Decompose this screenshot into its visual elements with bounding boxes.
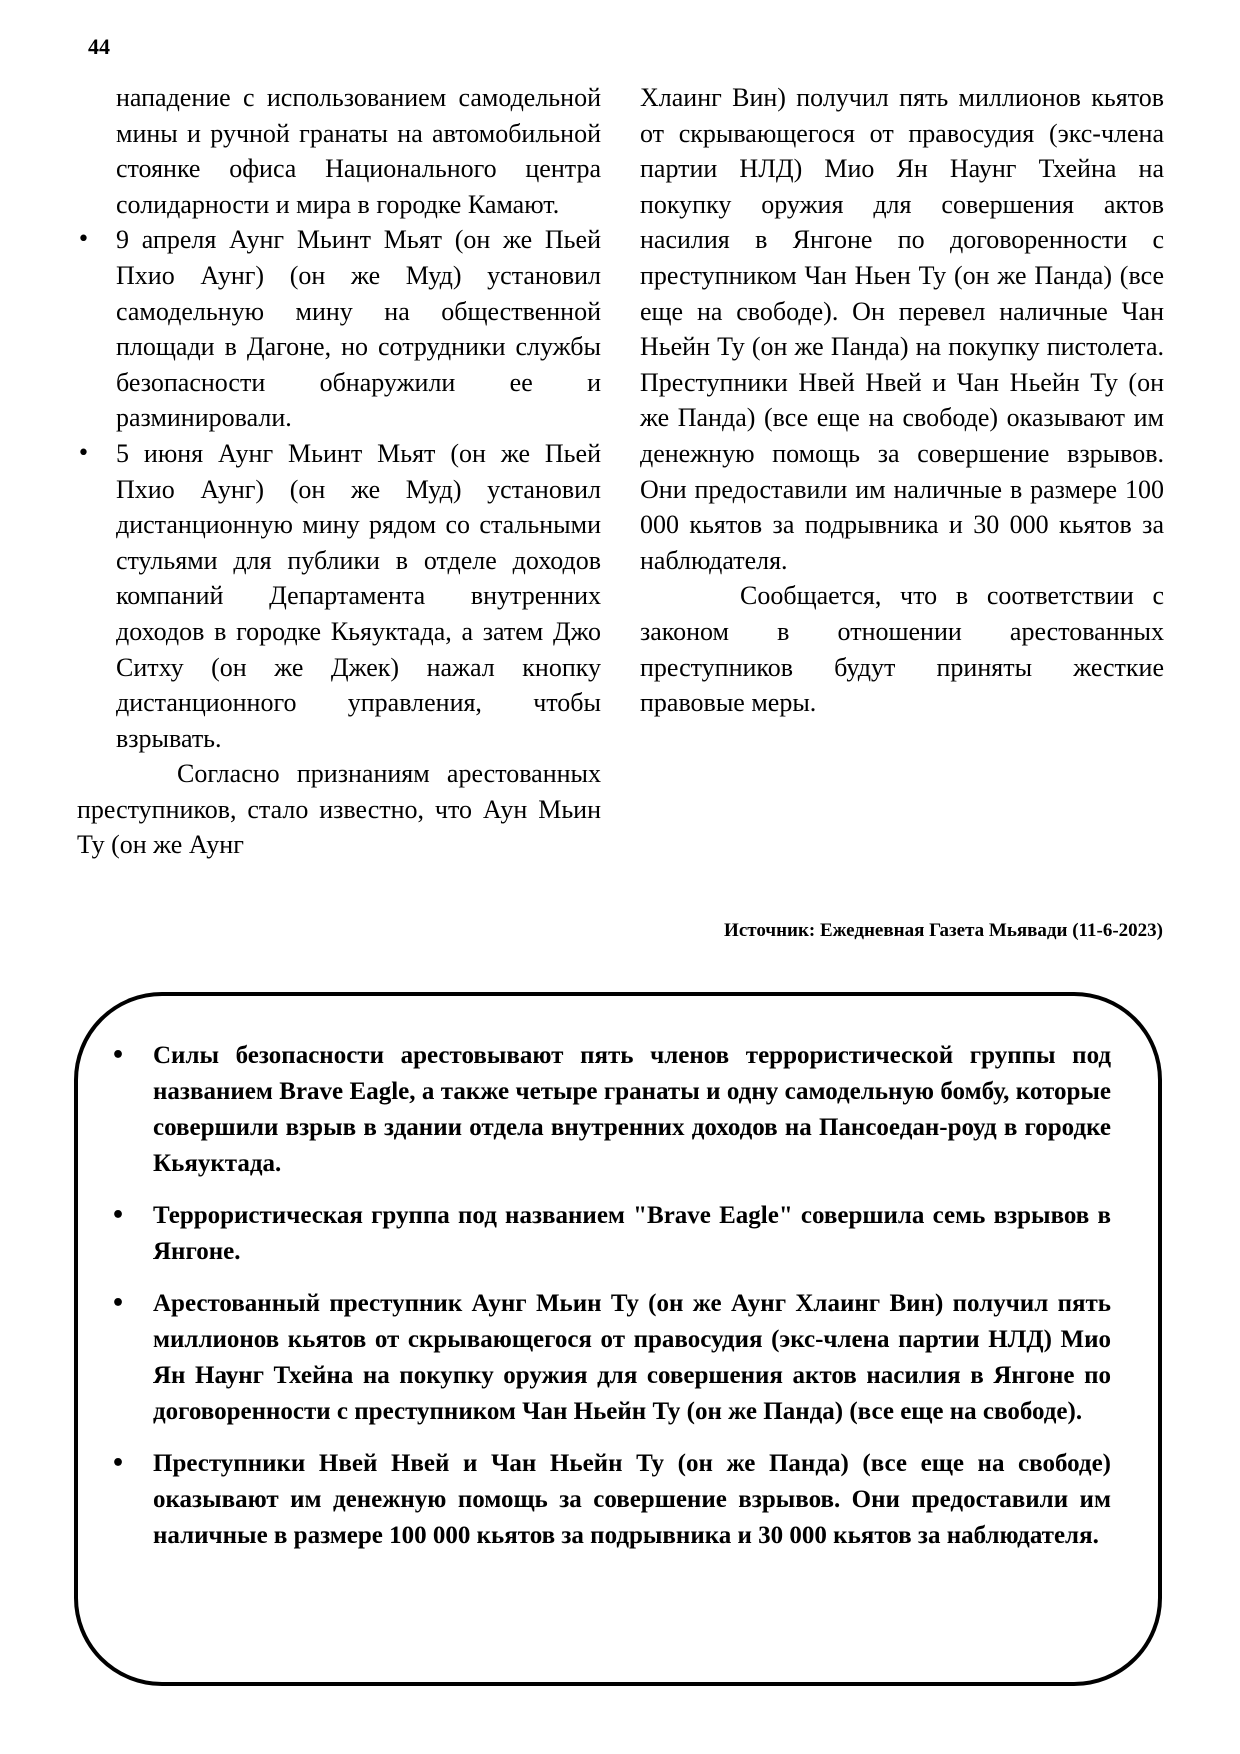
left-bullet-item: • 9 апреля Аунг Мьинт Мьят (он же Пьей Пхио Аунг) (он же Муд) установил самодельную мину на общественной площади в Дагоне, но сотрудники службы безопасности обнаружили ее и разминировали. <box>77 222 601 436</box>
left-paragraph: Согласно признаниям арестованных преступников, стало известно, что Аун Мьин Ту (он же Аунг <box>77 759 601 860</box>
left-bullet-list <box>77 222 601 756</box>
left-bullet-item: • 5 июня Аунг Мьинт Мьят (он же Пьей Пхио Аунг) (он же Муд) установил дистанционную мину рядом со стальными стульями для публики в отделе доходов компаний Департамента внутренних доходов в городке Кьяуктада, а затем Джо Ситху (он же Джек) нажал кнопку дистанционного управления, чтобы взрывать. <box>77 436 601 756</box>
left-column <box>77 80 601 863</box>
summary-item: • Террористическая группа под названием "Brave Eagle" совершила семь взрывов в Янгоне. <box>111 1198 1111 1270</box>
summary-list <box>111 1038 1111 1570</box>
left-continuation-text: нападение с использованием самодельной мины и ручной гранаты на автомобильной стоянке офиса Национального центра солидарности и мира в городке Камают. <box>116 83 601 219</box>
source-credit: Источник: Ежедневная Газета Мьявади (11-6-2023) <box>724 920 1163 941</box>
right-column <box>640 80 1164 721</box>
summary-item: • Преступники Нвей Нвей и Чан Ньейн Ту (он же Панда) (все еще на свободе) оказывают им денежную помощь за совершение взрывов. Они предоставили им наличные в размере 100 000 кьятов за подрывника и 30 000 кьятов за наблюдателя. <box>111 1446 1111 1554</box>
right-paragraph-2: Сообщается, что в соответствии с законом в отношении арестованных преступников будут приняты жесткие правовые меры. <box>640 581 1164 718</box>
right-paragraph-1: Хлаинг Вин) получил пять миллионов кьятов от скрывающегося от правосудия (экс-члена партии НЛД) Мио Ян Наунг Тхейна на покупку оружия для совершения актов насилия в Янгоне по договоренности с преступником Чан Ньен Ту (он же Панда) (все еще на свободе). Он перевел наличные Чан Ньейн Ту (он же Панда) на покупку пистолета. Преступники Нвей Нвей и Чан Ньейн Ту (он же Панда) (все еще на свободе) оказывают им денежную помощь за совершение взрывов. Они предоставили им наличные в размере 100 000 кьятов за подрывника и 30 000 кьятов за наблюдателя. <box>640 83 1164 575</box>
summary-item: • Арестованный преступник Аунг Мьин Ту (он же Аунг Хлаинг Вин) получил пять миллионов кьятов от скрывающегося от правосудия (экс-члена партии НЛД) Мио Ян Наунг Тхейна на покупку оружия для совершения актов насилия в Янгоне по договоренности с преступником Чан Ньейн Ту (он же Панда) (все еще на свободе). <box>111 1286 1111 1430</box>
summary-box <box>74 992 1162 1686</box>
page-number: 44 <box>88 34 110 59</box>
summary-item: • Силы безопасности арестовывают пять членов террористической группы под названием Brave Eagle, а также четыре гранаты и одну самодельную бомбу, которые совершили взрыв в здании отдела внутренних доходов на Пансоедан-роуд в городке Кьяуктада. <box>111 1038 1111 1182</box>
